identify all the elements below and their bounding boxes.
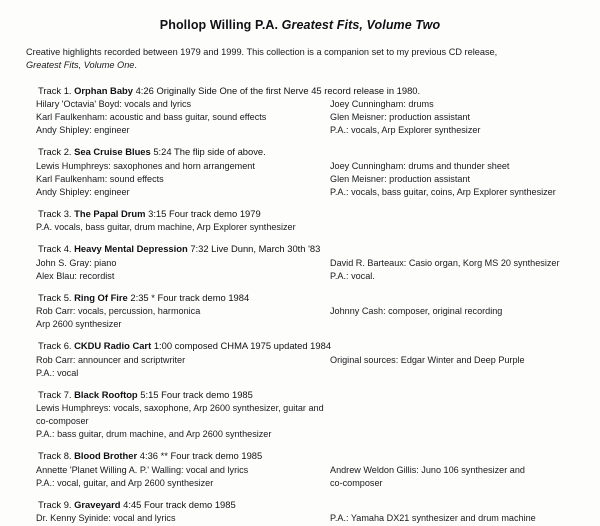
intro-paragraph (26, 46, 576, 73)
title-artist: Phollop Willing P.A. (159, 18, 282, 32)
track-heading (38, 146, 576, 159)
credit-left: P.A.: bass guitar, drum machine, and Arp 2600 synthesizer (36, 429, 272, 440)
credit-row (24, 186, 576, 199)
track-details: 3:15 Four track demo 1979 (145, 207, 261, 219)
track-title: CKDU Radio Cart (71, 340, 152, 352)
track-entry (24, 499, 576, 526)
intro-line-1: Creative highlights recorded between 1979 and 1999. This collection is a companion set to my previous CD release, (26, 47, 498, 57)
credit-right: P.A.: Yamaha DX21 synthesizer and drum machine (330, 513, 536, 524)
track-details: 7:32 Live Dunn, March 30th '83 (187, 243, 321, 255)
track-credits (24, 305, 576, 331)
credit-row (24, 270, 576, 283)
credit-right: Original sources: Edgar Winter and Deep Purple (330, 354, 525, 365)
track-details: 4:45 Four track demo 1985 (120, 498, 236, 510)
track-credits (24, 464, 576, 490)
credit-left: Alex Blau: recordist (36, 270, 115, 281)
track-title: Black Rooftop (71, 388, 138, 400)
track-heading (38, 208, 576, 221)
credit-row (24, 173, 576, 186)
track-number: Track 4. (38, 243, 72, 255)
intro-album-reference: Greatest Fits, Volume One (26, 60, 135, 71)
credit-right (324, 367, 576, 380)
credit-row (24, 367, 576, 380)
track-entry (24, 208, 576, 235)
track-entry (24, 389, 576, 441)
track-number: Track 3. (38, 207, 72, 219)
credit-right: Joey Cunningham: drums and thunder sheet (330, 160, 510, 171)
track-heading (38, 85, 576, 98)
track-heading (38, 340, 576, 353)
track-title: Heavy Mental Depression (71, 243, 188, 255)
credit-row (24, 477, 576, 490)
credit-right: P.A.: vocal. (330, 270, 375, 281)
track-credits (24, 98, 576, 137)
track-credits (24, 512, 576, 525)
track-number: Track 1. (38, 84, 72, 96)
credit-row (24, 160, 576, 173)
credit-right: David R. Barteaux: Casio organ, Korg MS 20 synthesizer (330, 257, 560, 268)
credit-row (24, 354, 576, 367)
track-heading (38, 292, 576, 305)
credit-right: Andrew Weldon Gillis: Juno 106 synthesizer and (330, 464, 525, 475)
credit-left: Lewis Humphreys: vocals, saxophone, Arp 2600 synthesizer, guitar and co-composer (36, 403, 324, 427)
credit-right: Joey Cunningham: drums (330, 99, 434, 110)
credit-left: P.A. vocals, bass guitar, drum machine, Arp Explorer synthesizer (36, 222, 296, 233)
track-details: 5:24 The flip side of above. (150, 146, 266, 158)
credit-left: Andy Shipley: engineer (36, 125, 130, 136)
track-listing (24, 85, 576, 525)
credit-row (24, 428, 576, 441)
track-details: 1:00 composed CHMA 1975 updated 1984 (151, 340, 332, 352)
track-title: Sea Cruise Blues (71, 146, 151, 158)
credit-left: Karl Faulkenham: acoustic and bass guitar, sound effects (36, 112, 267, 123)
credit-left: Annette 'Planet Willing A. P.' Walling: vocal and lyrics (36, 464, 249, 475)
credit-left: Karl Faulkenham: sound effects (36, 173, 164, 184)
track-details: 2:35 * Four track demo 1984 (127, 291, 250, 303)
track-title: Orphan Baby (71, 84, 133, 96)
intro-line-2-tail: . (134, 60, 137, 71)
credit-right: P.A.: vocals, bass guitar, coins, Arp Explorer synthesizer (330, 186, 556, 197)
credit-right: Johnny Cash: composer, original recording (330, 306, 503, 317)
track-heading (38, 499, 576, 512)
credit-left: Andy Shipley: engineer (36, 186, 130, 197)
credit-left: Rob Carr: vocals, percussion, harmonica (36, 306, 201, 317)
credit-row (24, 257, 576, 270)
credit-row (24, 512, 576, 525)
credit-row (24, 464, 576, 477)
track-entry (24, 146, 576, 198)
track-number: Track 8. (38, 450, 72, 461)
credit-right: Glen Meisner: production assistant (330, 112, 471, 123)
track-credits (24, 402, 576, 441)
credit-left: Hilary 'Octavia' Boyd: vocals and lyrics (36, 99, 192, 110)
credit-left: Arp 2600 synthesizer (36, 319, 122, 330)
track-heading (38, 243, 576, 256)
page-title (24, 18, 576, 32)
credit-left: P.A.: vocal, guitar, and Arp 2600 synthesizer (36, 477, 214, 488)
credit-row (24, 305, 576, 318)
title-album: Greatest Fits, Volume Two (281, 18, 441, 32)
track-entry (24, 450, 576, 490)
track-title: Ring Of Fire (71, 291, 128, 303)
credit-right: Glen Meisner: production assistant (330, 173, 471, 184)
track-credits (24, 257, 576, 283)
track-entry (24, 85, 576, 137)
credit-right: co-composer (330, 477, 383, 488)
track-number: Track 6. (38, 340, 72, 352)
track-credits (24, 221, 576, 234)
credit-right (324, 402, 576, 428)
credit-right: P.A.: vocals, Arp Explorer synthesizer (330, 125, 481, 136)
credit-row (24, 98, 576, 111)
credit-left: Dr. Kenny Syinide: vocal and lyrics (36, 513, 176, 524)
track-title: Blood Brother (71, 450, 138, 461)
track-credits (24, 160, 576, 199)
credit-row (24, 221, 576, 234)
track-number: Track 2. (38, 146, 72, 158)
track-number: Track 9. (38, 498, 72, 510)
credit-right (324, 428, 576, 441)
credit-row (24, 111, 576, 124)
track-number: Track 5. (38, 291, 72, 303)
track-details: 5:15 Four track demo 1985 (137, 388, 253, 400)
track-entry (24, 340, 576, 380)
credit-left: P.A.: vocal (36, 367, 79, 378)
credit-left: John S. Gray: piano (36, 257, 117, 268)
track-entry (24, 292, 576, 332)
track-number: Track 7. (38, 388, 72, 400)
track-heading (38, 389, 576, 402)
credit-left: Lewis Humphreys: saxophones and horn arrangement (36, 160, 255, 171)
track-title: The Papal Drum (71, 207, 146, 219)
credit-row (24, 402, 576, 428)
track-details: 4:26 Originally Side One of the first Nerve 45 record release in 1980. (132, 84, 421, 96)
credit-right (324, 318, 576, 331)
track-details: 4:36 ** Four track demo 1985 (137, 450, 263, 461)
track-entry (24, 243, 576, 283)
track-credits (24, 354, 576, 380)
credit-left: Rob Carr: announcer and scriptwriter (36, 354, 186, 365)
credit-right (324, 221, 576, 234)
credit-row (24, 318, 576, 331)
credit-row (24, 124, 576, 137)
track-title: Graveyard (71, 498, 121, 510)
track-heading (38, 450, 576, 463)
